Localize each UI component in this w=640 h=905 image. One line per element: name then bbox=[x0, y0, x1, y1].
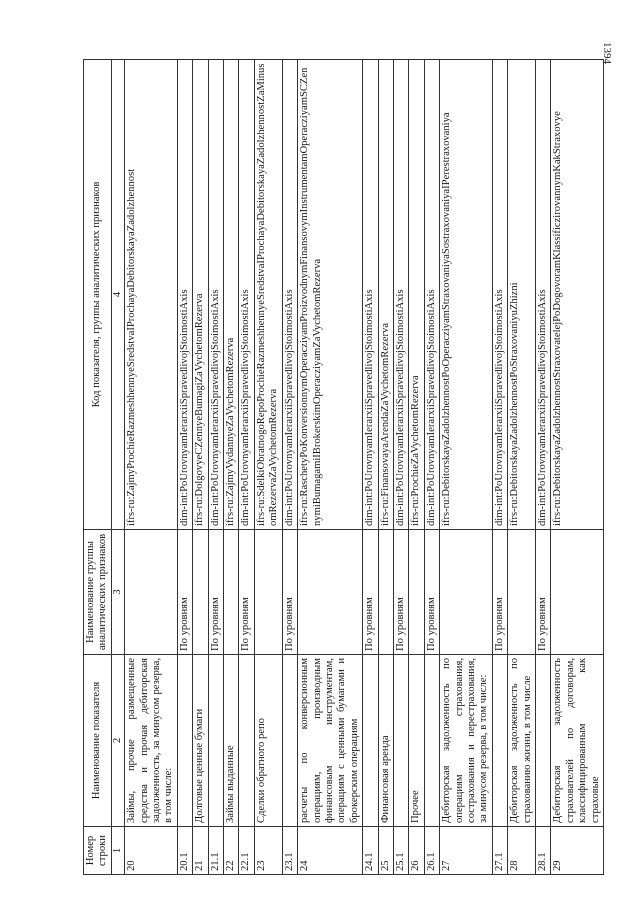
indicator-name-cell: Дебиторская задолженность страхователей по договорам, классифицированным как страховые bbox=[551, 655, 604, 827]
group-name-cell: По уровням bbox=[424, 530, 439, 655]
column-number: 2 bbox=[111, 655, 124, 827]
indicator-name-cell: Долговые ценные бумаги bbox=[193, 655, 208, 827]
row-number-cell: 24 bbox=[298, 827, 363, 875]
indicator-name-cell: Прочее bbox=[409, 655, 424, 827]
header-group-name: Наименование группы аналитических признаков bbox=[84, 530, 112, 655]
indicator-name-cell: Дебиторская задолженность по страхованию жизни, в том числе bbox=[508, 655, 536, 827]
table-row bbox=[298, 60, 363, 875]
indicator-code-cell: ifrs-ru:ZajmyProchieRazmeshhennyeSredstvaIProchayaDebitorskayaZadolzhennost bbox=[125, 60, 178, 530]
group-name-cell bbox=[254, 530, 282, 655]
table-row bbox=[424, 60, 439, 875]
table-row bbox=[378, 60, 393, 875]
indicator-code-cell: ifrs-ru:DolgovyeCZennyeBumagiZaVychetomRezerva bbox=[193, 60, 208, 530]
group-name-cell bbox=[508, 530, 536, 655]
group-name-cell: По уровням bbox=[363, 530, 378, 655]
column-number: 1 bbox=[111, 827, 124, 875]
header-row-number: Номер строки bbox=[84, 827, 112, 875]
row-number-cell: 25 bbox=[378, 827, 393, 875]
indicator-code-cell: dim-int:PoUrovnyamIerarxiiSpravedlivojStoimostiAxis bbox=[393, 60, 408, 530]
row-number-cell: 23 bbox=[254, 827, 282, 875]
group-name-cell bbox=[193, 530, 208, 655]
table-row bbox=[409, 60, 424, 875]
group-name-cell: По уровням bbox=[177, 530, 192, 655]
indicators-table bbox=[83, 59, 604, 875]
table-row bbox=[440, 60, 493, 875]
row-number-cell: 27.1 bbox=[492, 827, 507, 875]
row-number-cell: 26 bbox=[409, 827, 424, 875]
group-name-cell: По уровням bbox=[492, 530, 507, 655]
indicator-name-cell bbox=[208, 655, 223, 827]
row-number-cell: 27 bbox=[440, 827, 493, 875]
row-number-cell: 29 bbox=[551, 827, 604, 875]
indicator-code-cell: dim-int:PoUrovnyamIerarxiiSpravedlivojStoimostiAxis bbox=[239, 60, 254, 530]
table-row bbox=[239, 60, 254, 875]
indicator-name-cell: Сделки обратного репо bbox=[254, 655, 282, 827]
indicator-code-cell: dim-int:PoUrovnyamIerarxiiSpravedlivojStoimostiAxis bbox=[492, 60, 507, 530]
indicator-code-cell: ifrs-ru:DebitorskayaZadolzhennostPoOperacziyamStraxovaniyaSostraxovaniyaIPerestraxovaniya bbox=[440, 60, 493, 530]
indicator-name-cell: расчеты по конверсионным операциям, производным финансовым инструментам, операциям с ценными бумагами и брокерским операциям bbox=[298, 655, 363, 827]
row-number-cell: 28 bbox=[508, 827, 536, 875]
table-row bbox=[363, 60, 378, 875]
group-name-cell: По уровням bbox=[393, 530, 408, 655]
indicator-code-cell: ifrs-ru:DebitorskayaZadolzhennostStraxovatelejPoDogovoramKlassificzirovannymKakStraxovye bbox=[551, 60, 604, 530]
row-number-cell: 22.1 bbox=[239, 827, 254, 875]
group-name-cell bbox=[551, 530, 604, 655]
indicator-name-cell: Дебиторская задолженность по операциям страхования, сострахования и перестрахования, за минусом резерва, в том числе: bbox=[440, 655, 493, 827]
indicator-name-cell bbox=[363, 655, 378, 827]
table-row bbox=[193, 60, 208, 875]
indicator-code-cell: dim-int:PoUrovnyamIerarxiiSpravedlivojStoimostiAxis bbox=[424, 60, 439, 530]
indicator-code-cell: dim-int:PoUrovnyamIerarxiiSpravedlivojStoimostiAxis bbox=[177, 60, 192, 530]
group-name-cell bbox=[298, 530, 363, 655]
table-row bbox=[282, 60, 297, 875]
table-row bbox=[208, 60, 223, 875]
indicator-code-cell: ifrs-ru:ProchieZaVychetomRezerva bbox=[409, 60, 424, 530]
column-number: 3 bbox=[111, 530, 124, 655]
indicator-code-cell: ifrs-ru:SdelkiObratnogoRepoProchieRazmeshhennyeSredstvaIProchayaDebitorskayaZadolzhennostZaMinusomRezervaZaVychetomRezerva bbox=[254, 60, 282, 530]
table-row bbox=[177, 60, 192, 875]
rotated-page-content bbox=[83, 60, 601, 875]
table-row bbox=[125, 60, 178, 875]
indicator-code-cell: dim-int:PoUrovnyamIerarxiiSpravedlivojStoimostiAxis bbox=[536, 60, 551, 530]
column-number: 4 bbox=[111, 60, 124, 530]
column-number-row bbox=[111, 60, 124, 875]
group-name-cell: По уровням bbox=[536, 530, 551, 655]
row-number-cell: 21.1 bbox=[208, 827, 223, 875]
group-name-cell bbox=[378, 530, 393, 655]
group-name-cell: По уровням bbox=[208, 530, 223, 655]
row-number-cell: 23.1 bbox=[282, 827, 297, 875]
table-row bbox=[508, 60, 536, 875]
indicator-name-cell bbox=[177, 655, 192, 827]
group-name-cell: По уровням bbox=[282, 530, 297, 655]
row-number-cell: 21 bbox=[193, 827, 208, 875]
table-header-row bbox=[84, 60, 112, 875]
indicator-code-cell: dim-int:PoUrovnyamIerarxiiSpravedlivojStoimostiAxis bbox=[282, 60, 297, 530]
table-row bbox=[551, 60, 604, 875]
indicator-code-cell: ifrs-ru:FinansovayaArendaZaVychetomRezerva bbox=[378, 60, 393, 530]
group-name-cell bbox=[409, 530, 424, 655]
page-number: 1394 bbox=[601, 42, 613, 64]
indicator-name-cell bbox=[282, 655, 297, 827]
indicator-code-cell: dim-int:PoUrovnyamIerarxiiSpravedlivojStoimostiAxis bbox=[363, 60, 378, 530]
table-row bbox=[536, 60, 551, 875]
table-row bbox=[393, 60, 408, 875]
header-indicator-name: Наименование показателя bbox=[84, 655, 112, 827]
indicator-name-cell bbox=[239, 655, 254, 827]
indicator-name-cell bbox=[393, 655, 408, 827]
indicator-code-cell: ifrs-ru:DebitorskayaZadolzhennostPoStraxovaniyuZhizni bbox=[508, 60, 536, 530]
indicator-name-cell: Займы выданные bbox=[224, 655, 239, 827]
group-name-cell bbox=[224, 530, 239, 655]
indicator-name-cell: Займы, прочие размещенные средства и прочая дебиторская задолженность, за минусом резерва, в том числе: bbox=[125, 655, 178, 827]
header-code: Код показателя, группы аналитических признаков bbox=[84, 60, 112, 530]
table-row bbox=[224, 60, 239, 875]
row-number-cell: 24.1 bbox=[363, 827, 378, 875]
indicator-name-cell bbox=[424, 655, 439, 827]
group-name-cell bbox=[125, 530, 178, 655]
indicator-name-cell bbox=[492, 655, 507, 827]
indicator-name-cell bbox=[536, 655, 551, 827]
indicator-code-cell: dim-int:PoUrovnyamIerarxiiSpravedlivojStoimostiAxis bbox=[208, 60, 223, 530]
row-number-cell: 20 bbox=[125, 827, 178, 875]
indicator-code-cell: ifrs-ru:RaschetyPoKonversionnymOperacziyamProizvodnymFinansovymInstrumentamOperacziyamSCZennymiBumagamiIBrokerskimOperacziyamZaVychetomRezerva bbox=[298, 60, 363, 530]
row-number-cell: 25.1 bbox=[393, 827, 408, 875]
row-number-cell: 26.1 bbox=[424, 827, 439, 875]
group-name-cell bbox=[440, 530, 493, 655]
table-row bbox=[492, 60, 507, 875]
row-number-cell: 28.1 bbox=[536, 827, 551, 875]
row-number-cell: 20.1 bbox=[177, 827, 192, 875]
indicator-code-cell: ifrs-ru:ZajmyVydannyeZaVychetomRezerva bbox=[224, 60, 239, 530]
table-body bbox=[125, 60, 604, 875]
table-row bbox=[254, 60, 282, 875]
row-number-cell: 22 bbox=[224, 827, 239, 875]
group-name-cell: По уровням bbox=[239, 530, 254, 655]
indicator-name-cell: Финансовая аренда bbox=[378, 655, 393, 827]
